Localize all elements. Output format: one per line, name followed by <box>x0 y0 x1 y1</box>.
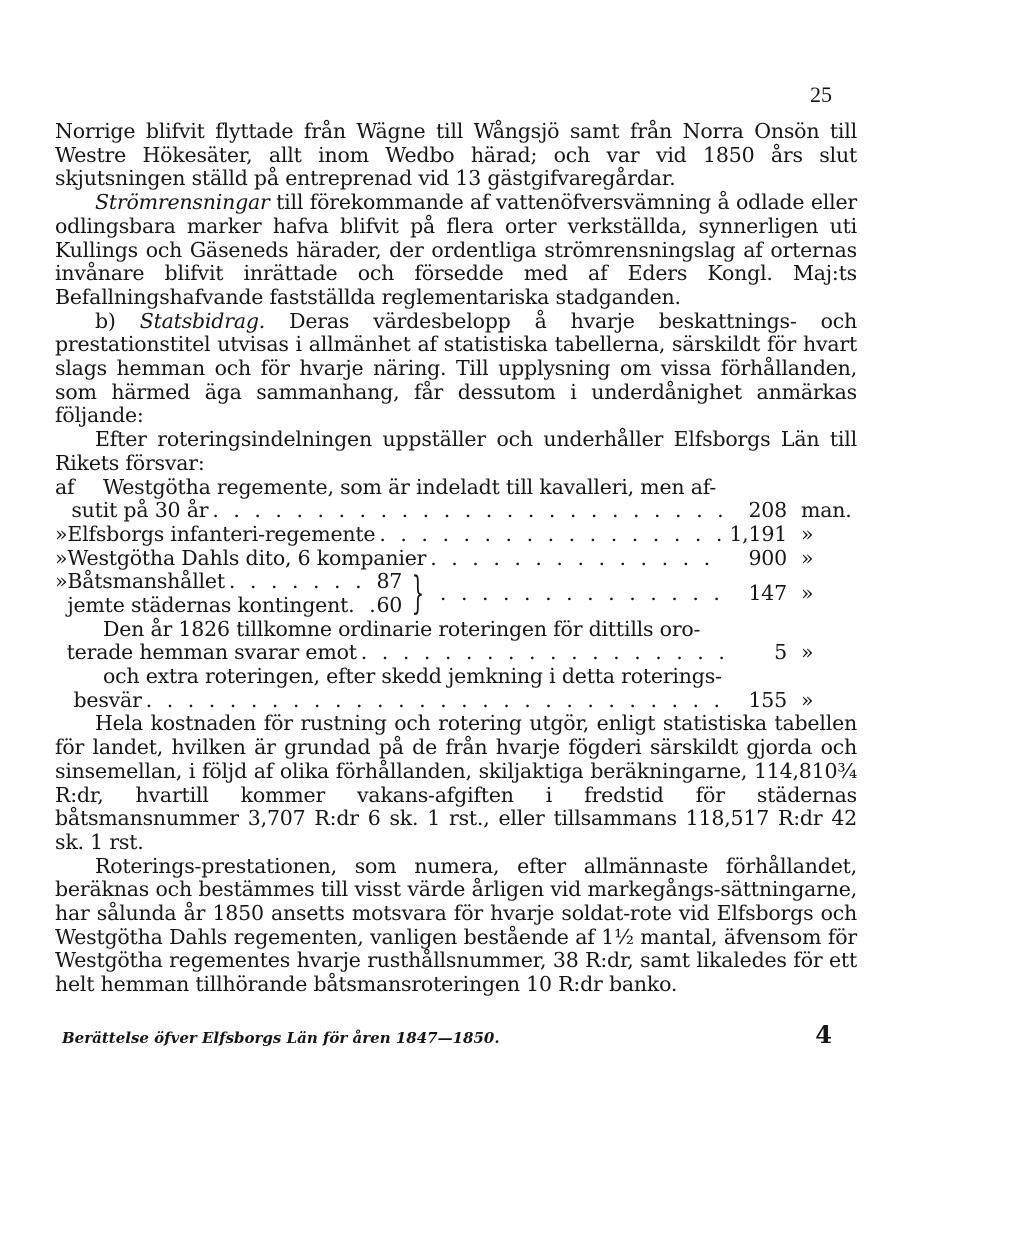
stromrensningar-text: till förekommande af vattenöfversvämning å odlade eller odlingsbara marker hafva blifvit på flera orter verkställda, synnerligen uti Kullings och Gäseneds härader, der ordentliga strömrensningslag af orternas invånare blifvit inrättade och försedde med af Eders Kongl. Maj:ts Befallningshafvande fastställda reglementariska stadganden. <box>55 190 857 309</box>
ledger-value: 1,191 <box>729 521 787 546</box>
ledger-value: 5 <box>774 640 787 665</box>
ledger-label: Westgötha regemente, som är indeladt till kavalleri, men af- <box>103 474 717 499</box>
page-number: 25 <box>810 82 832 107</box>
ledger-brace-row <box>55 567 857 619</box>
source-title: Berättelse öfver Elfsborgs Län för åren 1847—1850. <box>62 1029 500 1047</box>
ledger-label: Den år 1826 tillkomne ordinarie roteringen för dittills oro- <box>103 616 701 641</box>
kostnaden-paragraph: Hela kostnaden för rustning och rotering utgör, enligt statistiska tabellen för landet, hvilken är grundad på de från hvarje fögderi särskildt gjorda och sinsemellan, i följd af olika förhållanden, skiljaktiga beräkningarne, 114,810¾ R:dr, hvartill kommer vakans-afgiften i fredstid för städernas båtsmansnummer 3,707 R:dr 6 sk. 1 rst., eller tillsammans 118,517 R:dr 42 sk. 1 rst. <box>55 711 857 854</box>
ledger-value: 900 <box>748 545 787 570</box>
ledger-row <box>55 499 857 523</box>
statsbidrag-term: Statsbidrag. <box>139 308 266 333</box>
roteringsindelningen-paragraph: Efter roteringsindelningen uppställer och underhåller Elfsborgs Län till Rikets försvar: <box>55 427 857 475</box>
statsbidrag-text: Deras värdesbelopp å hvarje beskattnings- och prestationstitel utvisas i allmänhet af statistiska tabellerna, särskildt för hvart slags hemman och för hvarje näring. Till upplysning om vissa förhållanden, som härmed äga sammanhang, får dessutom i underdånighet anmärkas följande: <box>55 308 857 428</box>
ledger-label: och extra roteringen, efter skedd jemkning i detta roterings- <box>103 664 722 689</box>
leader-dots <box>430 547 725 571</box>
stromrensningar-paragraph <box>55 191 857 310</box>
ledger-prefix: » <box>55 569 68 594</box>
ledger-row <box>55 689 857 713</box>
stromrensningar-term: Strömrensningar <box>95 190 270 215</box>
signature-mark: 4 <box>815 1020 832 1049</box>
ledger-label: Westgötha Dahls dito, 6 kompanier <box>67 545 427 570</box>
ledger-row <box>55 476 857 500</box>
brace-line <box>67 570 402 594</box>
ledger-prefix: » <box>55 521 68 546</box>
ledger-prefix: » <box>55 545 68 570</box>
ledger-label: Elfsborgs infanteri-regemente <box>67 521 376 546</box>
ledger-unit: » <box>801 687 814 712</box>
ledger-unit: man. <box>801 498 852 523</box>
ledger-label: terade hemman svarar emot <box>66 640 357 665</box>
statsbidrag-marker: b) <box>95 308 116 333</box>
ledger-prefix: af <box>55 474 75 499</box>
ledger-unit: » <box>801 545 814 570</box>
intro-paragraph: Norrige blifvit flyttade från Wägne till Wångsjö samt från Norra Onsön till Westre Hökesäter, allt inom Wedbo härad; och var vid 1850 års slut skjutsningen ställd på entreprenad vid 13 gästgifvaregårdar. <box>55 119 857 191</box>
ledger-label: jemte städernas kontingent <box>67 592 349 617</box>
ledger-label: Båtsmanshållet <box>67 569 225 594</box>
leader-dots <box>440 582 725 606</box>
ledger-row <box>55 547 857 571</box>
ledger-subvalue: 60 <box>376 592 403 617</box>
ledger-unit: » <box>801 521 814 546</box>
leader-dots <box>146 689 725 713</box>
leader-dots <box>212 499 725 523</box>
ledger-value: 208 <box>748 498 787 523</box>
ledger-label: sutit på 30 år <box>71 498 209 523</box>
troop-ledger <box>55 476 857 713</box>
ledger-unit: » <box>801 581 814 606</box>
ledger-label: besvär <box>73 687 142 712</box>
leader-dots <box>229 570 372 594</box>
brace-lines <box>67 570 402 617</box>
ledger-unit: » <box>801 640 814 665</box>
ledger-row <box>55 618 857 642</box>
ledger-row <box>55 665 857 689</box>
ledger-value: 147 <box>748 581 787 606</box>
statsbidrag-paragraph <box>55 310 857 429</box>
leader-dots <box>361 641 725 665</box>
ledger-row <box>55 523 857 547</box>
ledger-value: 155 <box>748 687 787 712</box>
ledger-row <box>55 641 857 665</box>
leader-dots-short: . . <box>348 592 380 617</box>
ledger-subvalue: 87 <box>376 569 403 594</box>
document-page <box>55 80 857 997</box>
roterings-prestationen-paragraph: Roterings-prestationen, som numera, efter allmännaste förhållandet, beräknas och bestämmes till visst värde årligen vid markegångs-sättningarne, har sålunda år 1850 ansetts motsvara för hvarje soldat-rote vid Elfsborgs och Westgötha Dahls regementen, vanligen bestående af 1½ mantal, äfvensom för Westgötha regementes hvarje rusthållsnummer, 38 R:dr, samt likaledes för ett helt hemman tillhörande båtsmansroteringen 10 R:dr banko. <box>55 853 857 997</box>
page-footer <box>62 1020 832 1049</box>
brace-icon: } <box>411 567 425 619</box>
leader-dots <box>379 523 725 547</box>
brace-line <box>67 594 402 618</box>
